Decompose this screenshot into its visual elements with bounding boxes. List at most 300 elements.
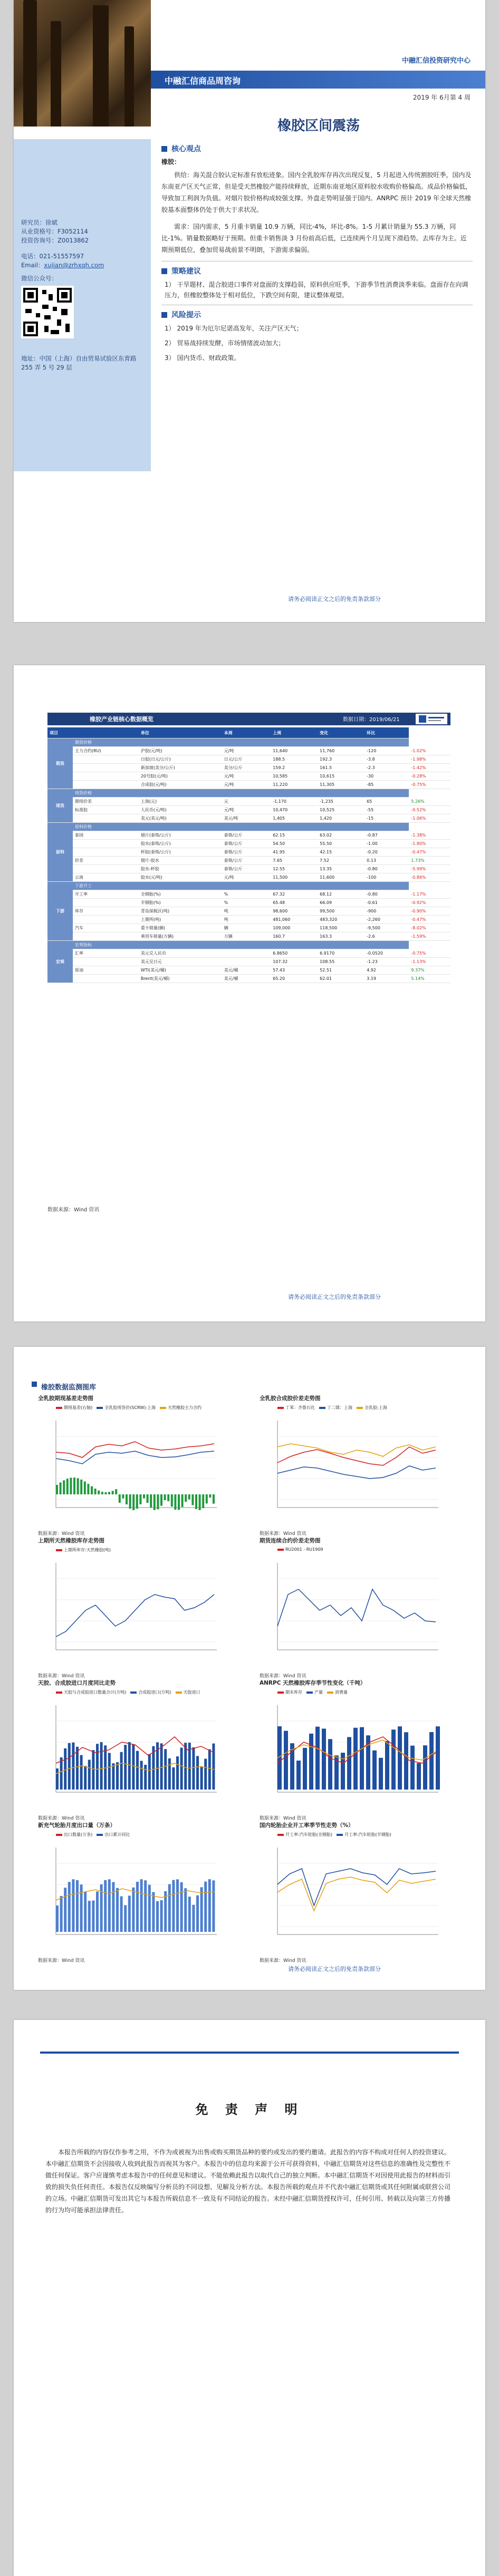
table-cell: 美分/公斤: [222, 764, 271, 772]
report-page-2: [14, 665, 485, 1321]
table-cell: 泰铢/公斤: [222, 857, 271, 865]
legend-swatch: [56, 1834, 62, 1836]
table-cell: [73, 840, 139, 848]
chart-plot: [35, 1558, 235, 1663]
table-cell: 188.5: [271, 755, 318, 764]
table-cell: 沪胶(元/吨): [139, 747, 222, 755]
table-cell: 7.65: [271, 857, 318, 865]
table-cell: 1,420: [318, 814, 364, 823]
legend-item: [319, 1405, 352, 1411]
chart-legend: [277, 1689, 457, 1695]
table-cell: 11,760: [318, 747, 364, 755]
table-cell: 5.14%: [409, 975, 450, 983]
table-cell: 上期所(吨): [139, 916, 222, 924]
table-cell: -0.75%: [409, 949, 450, 958]
table-cell: 开工率: [73, 890, 139, 899]
chart-title: 国内轮胎企业开工率季节性走势（%）: [260, 1822, 354, 1829]
table-cell: 吨: [222, 916, 271, 924]
chart-source: 数据来源：Wind 资讯: [260, 1674, 306, 1679]
table-cell: 杯胶(泰铢/公斤): [139, 848, 222, 857]
bullet-square-icon: [161, 268, 167, 274]
table-cell: [73, 932, 139, 941]
chart-source: 数据来源：Wind 资讯: [38, 1674, 85, 1679]
legend-swatch: [319, 1407, 325, 1409]
table-cell: 54.50: [271, 840, 318, 848]
table-cell: 481,060: [271, 916, 318, 924]
table-cell: 标准胶: [73, 806, 139, 814]
table-cell: -8.02%: [409, 924, 450, 932]
researcher: 研究员：徐斌: [21, 219, 57, 226]
table-row: [47, 899, 450, 907]
table-cell: -0.75%: [409, 781, 450, 789]
table-cell: [73, 865, 139, 873]
email-row: [21, 261, 104, 270]
table-cell: -1.80%: [409, 840, 450, 848]
table-subheading: 期货价格: [73, 738, 409, 747]
chart-title: ANRPC 天然橡胶库存季节性变化（千吨）: [260, 1680, 366, 1686]
report-page-4: [14, 2020, 485, 2576]
legend-swatch: [97, 1407, 103, 1409]
legend-label: 全乳胶:上海: [364, 1405, 387, 1410]
table-cell: %: [222, 899, 271, 907]
chart-source: 数据来源：Wind 资讯: [38, 1958, 85, 1963]
supply-paragraph: 供给：海关混合胶认定标准有放松迹象。国内全乳胶库存再次出现反复，5 月起进入传统割胶旺季，国内及东南亚产区天气正常，但是受天然橡胶产能持续释放，近期东南亚地区原料胶水收购价格偏高。成品价格偏低，导致加工利润为负值。对烟片胶价格构成较强支撑。外盘走势明显强于国内。ANRPC 预计 2019 年全球天然橡胶基本面整体仍处于供大于求状况。: [161, 171, 472, 213]
chart-legend: [56, 1547, 235, 1553]
table-cell: [73, 814, 139, 823]
table-cell: 9.37%: [409, 966, 450, 975]
legend-label: 全乳胶现货价(SCRW):上海: [104, 1405, 156, 1410]
disclaimer-title: 免 责 声 明: [195, 2102, 304, 2117]
chart-legend: [277, 1832, 457, 1838]
table-cell: 胶水-杯胶: [139, 865, 222, 873]
legend-label: 产量: [314, 1690, 323, 1695]
table-cell: 日元/公斤: [222, 755, 271, 764]
table-cell: 65.20: [271, 975, 318, 983]
table-cell: [73, 916, 139, 924]
table-row: [47, 924, 450, 932]
legend-label: 期末库存: [285, 1690, 302, 1695]
table-cell: -0.28%: [409, 772, 450, 781]
table-row: [47, 865, 450, 873]
table-cell: 11,500: [271, 873, 318, 882]
disclaimer-body: 本报告所载的内容仅作参考之用，不作为或被视为出售或购买期货品种的要约或发出的要约邀请。此报告的内容不构成对任何人的投资建议。本中融汇信期货不会因接收人收到此报告而视其为客户。本报告中的信息均来源于公开可获得资料，中融汇信期货对这些信息的准确性及完整性不做任何保证。客户应谨慎考虑本报告中的任何意见和建议。不能依赖此报告以取代自己的独立判断。本中融汇信期货不对因使用此报告的材料而引致的损失负任何责任。本报告仅反映编写分析员的不同设想、见解及分析方法。本报告所载的观点并不代表中融汇信期货或其任何附属或联营公司的立场。中融汇信期货可发出其它与本报告所载信息不一致及有不同结论的报告。未经中融汇信期货授权许可，任何引用、转载以及向第三方传播的行为均可能承担法律责任。: [45, 2149, 451, 2214]
table-cell: 65: [364, 798, 409, 806]
table-cell: 主力合约(RU): [73, 747, 139, 755]
table-cell: [73, 848, 139, 857]
table-date: 数据日期：2019/06/21: [343, 717, 400, 723]
table-cell: 1,405: [271, 814, 318, 823]
disclaimer-note: 请务必阅读正文之后的免责条款部分: [288, 596, 381, 602]
table-cell: 65.48: [271, 899, 318, 907]
table-cell: 泰铢/公斤: [222, 831, 271, 840]
table-cell: 55.50: [318, 840, 364, 848]
address: 地址：中国（上海）自由贸易试验区东育路 255 弄 5 号 29 层: [21, 355, 137, 371]
table-cell: -0.52%: [409, 806, 450, 814]
banner-bar: [151, 71, 485, 89]
chart-title: 全乳胶期现基差走势图: [38, 1395, 93, 1402]
table-cell: 68.12: [318, 890, 364, 899]
legend-label: 开工率:汽车轮胎(全钢胎): [285, 1832, 332, 1837]
table-cell: 99,500: [318, 907, 364, 916]
table-cell: 新加坡(美分/公斤): [139, 764, 222, 772]
table-cell: -2.6: [364, 932, 409, 941]
table-cell: 161.5: [318, 764, 364, 772]
table-cell: 美元/桶: [222, 966, 271, 975]
legend-swatch: [130, 1692, 137, 1694]
table-cell: -1.98%: [409, 755, 450, 764]
chart-title: 全乳胶合成胶价差走势图: [260, 1395, 321, 1402]
table-title: 橡胶产业链核心数据概览: [90, 716, 153, 723]
table-cell: -1.59%: [409, 932, 450, 941]
table-row: [47, 781, 450, 789]
legend-swatch: [277, 1549, 284, 1551]
legend-item: [97, 1405, 156, 1411]
table-group-row: [47, 882, 450, 890]
table-category: 期货: [47, 738, 73, 789]
chart-legend: [277, 1405, 457, 1411]
table-cell: 元/吨: [222, 806, 271, 814]
table-cell: 汽车: [73, 924, 139, 932]
legend-label: 丁苯：齐鲁石化: [285, 1405, 315, 1410]
page-title: 橡胶区间震荡: [277, 118, 360, 134]
table-header-cell: 项目: [47, 727, 73, 738]
table-cell: 元/吨: [222, 772, 271, 781]
chart-title: 期货连续合约价差走势图: [260, 1538, 321, 1544]
table-cell: %: [222, 890, 271, 899]
strategy-heading: [161, 266, 473, 276]
table-cell: 元/吨: [222, 781, 271, 789]
legend-item: [327, 1689, 348, 1695]
table-cell: 11,220: [271, 781, 318, 789]
table-cell: -5.99%: [409, 865, 450, 873]
table-group-row: [47, 823, 450, 831]
table-cell: 上海(元): [139, 798, 222, 806]
table-cell: 原油: [73, 966, 139, 975]
table-cell: 98,600: [271, 907, 318, 916]
legend-swatch: [277, 1407, 284, 1409]
table-row: [47, 873, 450, 882]
chart-title: 上期所天然橡胶库存走势图: [38, 1538, 104, 1544]
legend-item: [56, 1689, 126, 1695]
email-link[interactable]: xujian@zrhxqh.com: [44, 261, 104, 269]
table-cell: 烟片-胶水: [139, 857, 222, 865]
legend-label: 天胶与合成胶进口数量合计(万吨): [64, 1690, 127, 1695]
legend-label: 开工率:汽车轮胎(半钢胎): [344, 1832, 391, 1837]
table-cell: 美元/桶: [222, 975, 271, 983]
table-cell: 青岛保税区(吨): [139, 907, 222, 916]
table-row: [47, 831, 450, 840]
bullet-square-icon: [161, 146, 167, 152]
table-header-cell: 本周: [222, 727, 271, 738]
table-cell: [73, 755, 139, 764]
table-row: [47, 916, 450, 924]
table-cell: [73, 764, 139, 772]
table-cell: [222, 949, 271, 958]
table-cell: 10,470: [271, 806, 318, 814]
table-cell: 108.55: [318, 958, 364, 966]
table-cell: 10,525: [318, 806, 364, 814]
table-cell: -55: [364, 806, 409, 814]
table-group-row: [47, 941, 450, 949]
table-cell: 6.9170: [318, 949, 364, 958]
table-cell: 20号胶(元/吨): [139, 772, 222, 781]
table-cell: 1.73%: [409, 857, 450, 865]
table-header-row: [47, 727, 450, 738]
chart-panel: [256, 1821, 464, 1963]
table-cell: 13.35: [318, 865, 364, 873]
table-subheading: 原料价格: [73, 823, 409, 831]
chart-plot: [256, 1842, 457, 1948]
table-cell: 烟片(泰铢/公斤): [139, 831, 222, 840]
core-data-table: [47, 727, 450, 983]
table-row: [47, 840, 450, 848]
banner-title: 中融汇信商品周咨询: [165, 76, 241, 86]
legend-item: [277, 1832, 332, 1838]
table-cell: 重卡销量(辆): [139, 924, 222, 932]
legend-label: 合成胶进口(万吨): [138, 1690, 171, 1695]
table-cell: [73, 781, 139, 789]
chart-plot: [35, 1415, 235, 1521]
table-row: [47, 890, 450, 899]
legend-swatch: [97, 1834, 103, 1836]
legend-label: 天胶进口: [183, 1690, 200, 1695]
table-cell: -9,500: [364, 924, 409, 932]
table-cell: 11,600: [318, 873, 364, 882]
cover-photo: [14, 0, 151, 127]
legend-label: 出口累计同比: [104, 1832, 130, 1837]
chart-source: 数据来源：Wind 资讯: [260, 1816, 306, 1821]
chart-panel: [35, 1821, 243, 1963]
table-cell: WTI(美元/桶): [139, 966, 222, 975]
table-row: [47, 848, 450, 857]
table-cell: -1.23: [364, 958, 409, 966]
bullet-square-icon: [161, 312, 167, 318]
legend-item: [277, 1547, 323, 1552]
table-cell: 泰铢/公斤: [222, 848, 271, 857]
table-cell: -30: [364, 772, 409, 781]
legend-item: [337, 1832, 391, 1838]
table-cell: [73, 899, 139, 907]
chart-source: 数据来源：Wind 资讯: [260, 1958, 306, 1963]
core-view-label: 核心观点: [171, 145, 201, 153]
table-subheading: 现货价格: [73, 789, 409, 798]
table-cell: -0.20: [364, 848, 409, 857]
table-cell: 美元(美元/吨): [139, 814, 222, 823]
table-cell: 5.26%: [409, 798, 450, 806]
legend-swatch: [56, 1692, 62, 1694]
risk-label: 风险提示: [171, 311, 201, 319]
legend-item: [56, 1547, 111, 1553]
license-2: 投资咨询号：Z0013862: [21, 237, 89, 244]
table-row: [47, 932, 450, 941]
table-header-cell: 单位: [139, 727, 222, 738]
table-cell: -15: [364, 814, 409, 823]
chart-panel: [256, 1679, 464, 1821]
table-cell: -1,170: [271, 798, 318, 806]
table-group-row: [47, 738, 450, 747]
table-cell: 泰铢/公斤: [222, 840, 271, 848]
legend-item: [160, 1405, 201, 1411]
table-row: [47, 949, 450, 958]
table-source: 数据来源：Wind 资讯: [47, 1207, 100, 1213]
table-cell: 11,305: [318, 781, 364, 789]
table-subheading: 下游开工: [73, 882, 409, 890]
legend-swatch: [160, 1407, 166, 1409]
table-cell: Brent(美元/桶): [139, 975, 222, 983]
table-cell: 66.09: [318, 899, 364, 907]
legend-item: [277, 1689, 302, 1695]
table-cell: [73, 975, 139, 983]
legend-item: [176, 1689, 200, 1695]
table-cell: -1.02%: [409, 747, 450, 755]
table-header-cell: 上周: [271, 727, 318, 738]
chart-panel: [35, 1394, 243, 1537]
table-cell: -0.86%: [409, 873, 450, 882]
legend-label: 消费量: [335, 1690, 348, 1695]
legend-item: [130, 1689, 171, 1695]
chart-panel: [35, 1679, 243, 1821]
table-cell: -85: [364, 781, 409, 789]
legend-swatch: [56, 1407, 62, 1409]
legend-label: 天然橡胶主力合约: [168, 1405, 201, 1410]
table-cell: 107.32: [271, 958, 318, 966]
table-cell: 12.55: [271, 865, 318, 873]
table-cell: [73, 958, 139, 966]
table-cell: 泰国: [73, 831, 139, 840]
table-row: [47, 966, 450, 975]
table-row: [47, 958, 450, 966]
table-cell: -2.3: [364, 764, 409, 772]
table-cell: 价差: [73, 857, 139, 865]
legend-swatch: [337, 1834, 343, 1836]
table-cell: 期现价差: [73, 798, 139, 806]
license-1: 从业资格号：F3052114: [21, 228, 88, 235]
legend-swatch: [306, 1692, 313, 1694]
table-cell: 合成胶(元/吨): [139, 781, 222, 789]
table-cell: 483,320: [318, 916, 364, 924]
table-row: [47, 772, 450, 781]
legend-swatch: [357, 1407, 363, 1409]
strategy-item: 1） 干旱题材、混合胶进口事件对盘面的支撑趋弱，原料供应旺季，下游季节性消费淡季来临。盘面存在向调压力，但橡胶整体处于相对低位，下跌空间有限，建议整体观望。: [165, 281, 468, 299]
table-cell: -3.8: [364, 755, 409, 764]
chart-legend: [56, 1405, 235, 1411]
table-cell: 半钢胎(%): [139, 899, 222, 907]
table-cell: 7.52: [318, 857, 364, 865]
chart-title: 新充气轮胎月度出口量（万条）: [38, 1822, 116, 1829]
legend-swatch: [176, 1692, 182, 1694]
table-cell: 人民币(元/吨): [139, 806, 222, 814]
table-cell: -0.47%: [409, 916, 450, 924]
table-row: [47, 806, 450, 814]
table-cell: 吨: [222, 907, 271, 916]
table-cell: -1.06%: [409, 814, 450, 823]
report-page-1: [14, 0, 485, 622]
chart-title: 天胶、合成胶进口月度同比走势: [38, 1680, 116, 1686]
table-cell: -1,235: [318, 798, 364, 806]
table-cell: 57.43: [271, 966, 318, 975]
table-cell: 62.15: [271, 831, 318, 840]
table-row: [47, 755, 450, 764]
table-cell: -1.17%: [409, 890, 450, 899]
legend-item: [357, 1405, 387, 1411]
table-cell: -0.47%: [409, 848, 450, 857]
table-cell: 辆: [222, 924, 271, 932]
table-cell: 62.01: [318, 975, 364, 983]
table-cell: -1.00: [364, 840, 409, 848]
table-row: [47, 975, 450, 983]
disclaimer-note: 请务必阅读正文之后的免责条款部分: [288, 1966, 381, 1972]
table-cell: 4.92: [364, 966, 409, 975]
report-page-3: [14, 1347, 485, 1990]
phone: 电话：021-51557597: [21, 252, 84, 260]
table-category: 现货: [47, 789, 73, 823]
legend-swatch: [56, 1549, 62, 1551]
table-cell: -1.13%: [409, 958, 450, 966]
table-row: [47, 857, 450, 865]
chart-plot: [35, 1842, 235, 1948]
table-row: [47, 764, 450, 772]
legend-item: [56, 1405, 92, 1411]
legend-swatch: [277, 1692, 284, 1694]
chart-plot: [35, 1700, 235, 1805]
risk-item: 2） 贸易战持续发酵，市场情绪波动加大；: [165, 339, 285, 347]
legend-item: [277, 1405, 315, 1411]
table-cell: -0.80: [364, 865, 409, 873]
table-row: [47, 814, 450, 823]
legend-swatch: [277, 1834, 284, 1836]
risk-item: 3） 国内货币、财政政策。: [165, 354, 241, 362]
table-cell: 6.8650: [271, 949, 318, 958]
legend-label: 出口数量(万条): [64, 1832, 93, 1837]
table-header-cell: 变化: [318, 727, 364, 738]
table-banner: [47, 713, 450, 725]
table-cell: 云南: [73, 873, 139, 882]
table-cell: 0.13: [364, 857, 409, 865]
table-cell: -0.0520: [364, 949, 409, 958]
core-view-heading: [161, 143, 473, 154]
table-row: [47, 747, 450, 755]
table-cell: 汇率: [73, 949, 139, 958]
table-header-cell: [73, 727, 139, 738]
table-cell: 万辆: [222, 932, 271, 941]
table-cell: 库存: [73, 907, 139, 916]
demand-paragraph: 需求：国内需求，5 月重卡销量 10.9 万辆，同比-4%，环比-8%。1-5 月累计销量为 55.3 万辆，同比-1%。销量数据略好于预期。但重卡销售淡 3 月份前高后低，已连续两个月呈现下滑趋势。去库存为主。近期预期低位，叠加贸易战前景不明朗，下游需求偏弱。: [161, 223, 467, 254]
table-cell: 159.2: [271, 764, 318, 772]
legend-label: 丁二烯：上海: [327, 1405, 352, 1410]
table-cell: 元/吨: [222, 747, 271, 755]
table-cell: -0.80: [364, 890, 409, 899]
legend-label: 期现基差(右轴): [64, 1405, 93, 1410]
table-header-cell: 环比: [364, 727, 409, 738]
chart-gallery-title: 橡胶数据监测图库: [41, 1384, 97, 1392]
table-cell: -900: [364, 907, 409, 916]
table-category: 原料: [47, 823, 73, 882]
table-cell: [73, 772, 139, 781]
table-cell: 41.95: [271, 848, 318, 857]
table-row: [47, 907, 450, 916]
table-cell: 美元兑日元: [139, 958, 222, 966]
table-row: [47, 798, 450, 806]
chart-legend: [56, 1689, 235, 1695]
table-cell: -0.87: [364, 831, 409, 840]
table-subheading: 宏观指标: [73, 941, 409, 949]
table-cell: 乘用车销量(万辆): [139, 932, 222, 941]
table-cell: 118,500: [318, 924, 364, 932]
risk-heading: [161, 309, 473, 320]
table-cell: 10,585: [271, 772, 318, 781]
report-header: [14, 0, 485, 134]
chart-legend: [56, 1832, 235, 1838]
